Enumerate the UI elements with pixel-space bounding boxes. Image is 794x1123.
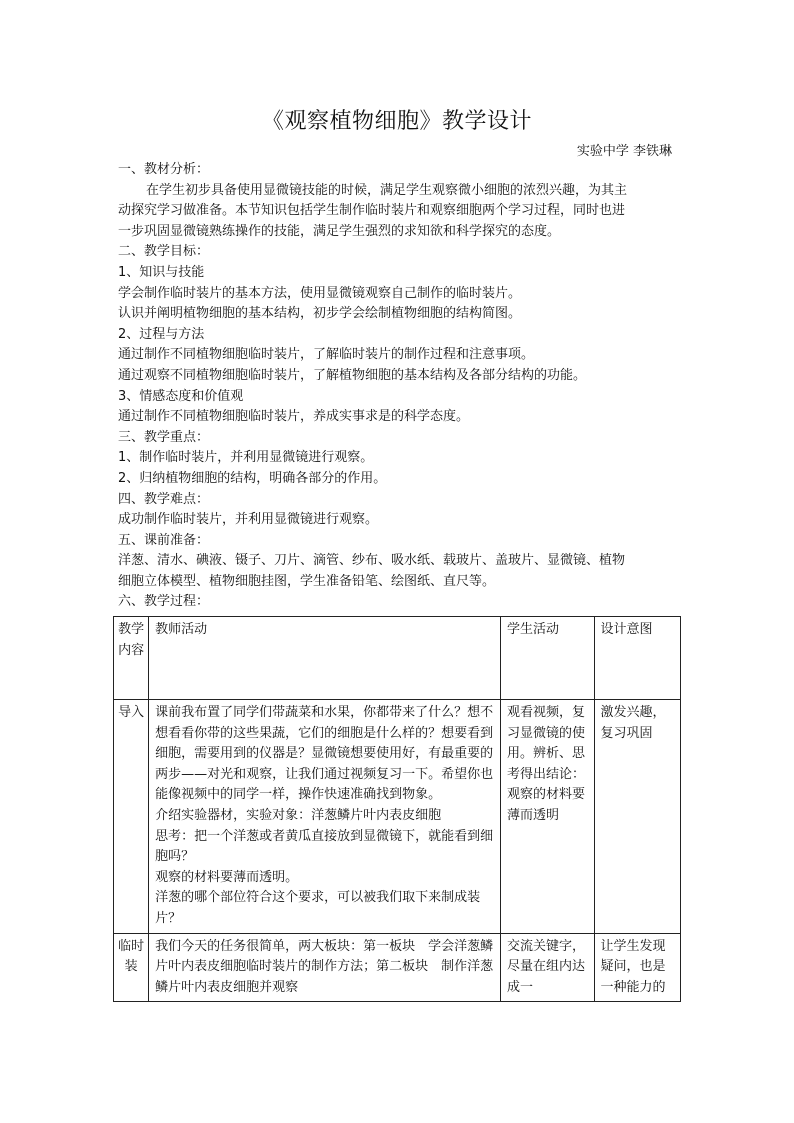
- section-heading: 一、教材分析：: [118, 162, 210, 177]
- paragraph-line: 2、归纳植物细胞的结构，明确各部分的作用。: [118, 470, 387, 486]
- paragraph-line: 通过制作不同植物细胞临时装片，养成实事求是的科学态度。: [118, 409, 470, 425]
- subsection-heading: 1、知识与技能: [118, 264, 205, 280]
- section-heading: 三、教学重点：: [118, 429, 210, 445]
- teacher-activity-cell: [149, 700, 501, 934]
- stage-cell: 临时装: [114, 933, 149, 1002]
- paragraph-line: 1、制作临时装片，并利用显微镜进行观察。: [118, 450, 374, 466]
- teacher-paragraph: 课前我布置了同学们带蔬菜和水果，你都带来了什么？想不想看看你带的这些果蔬，它们的细胞是什么样的？想要看到细胞，需要用到的仪器是？显微镜想要使用好，有最重要的两步——对光和观察，让我们通过视频复习一下。希望你也能像视频中的同学一样，操作快速准确找到物象。: [155, 705, 494, 803]
- subsection-heading: 3、情感态度和价值观: [118, 388, 244, 404]
- table-header-row: [114, 617, 681, 700]
- student-activity-cell: 观看视频，复习显微镜的使用。辨析、思考得出结论：观察的材料要薄而透明: [501, 700, 594, 934]
- header-cell: 设计意图: [594, 617, 680, 700]
- paragraph-line: 洋葱、清水、碘液、镊子、刀片、滴管、纱布、吸水纸、载玻片、盖玻片、显微镜、植物: [118, 553, 626, 569]
- paragraph-line: 在学生初步具备使用显微镜技能的时候，满足学生观察微小细胞的浓烈兴趣，为其主: [146, 182, 628, 198]
- paragraph-line: 认识并阐明植物细胞的基本结构，初步学会绘制植物细胞的结构简图。: [118, 306, 522, 322]
- paragraph-line: 通过制作不同植物细胞临时装片，了解临时装片的制作过程和注意事项。: [118, 347, 535, 363]
- header-cell: 教师活动: [149, 617, 501, 700]
- subsection-heading: 2、过程与方法: [118, 326, 205, 342]
- table-row: [114, 933, 681, 1002]
- paragraph-line: 一步巩固显微镜熟练操作的技能，满足学生强烈的求知欲和科学探究的态度。: [118, 223, 561, 239]
- teacher-paragraph: 洋葱的哪个部位符合这个要求，可以被我们取下来制成装片？: [155, 890, 481, 926]
- stage-cell: 导入: [114, 700, 149, 934]
- paragraph-line: 通过观察不同植物细胞临时装片，了解植物细胞的基本结构及各部分结构的功能。: [118, 367, 587, 383]
- section-heading: 五、课前准备：: [118, 532, 210, 548]
- document-title: 《观察植物细胞》教学设计: [261, 109, 532, 134]
- header-cell: 学生活动: [501, 617, 594, 700]
- teacher-paragraph: 介绍实验器材，实验对象：洋葱鳞片叶内表皮细胞: [155, 807, 442, 823]
- student-activity-cell: 交流关键字，尽量在组内达成一: [501, 933, 594, 1002]
- paragraph-line: 成功制作临时装片，并利用显微镜进行观察。: [118, 512, 379, 528]
- paragraph-line: 动探究学习做准备。本节知识包括学生制作临时装片和观察细胞两个学习过程，同时也进: [118, 203, 626, 219]
- section-heading: 二、教学目标：: [118, 244, 210, 260]
- section-heading: 六、教学过程：: [118, 594, 210, 610]
- section-heading: 四、教学难点：: [118, 491, 210, 507]
- header-cell: 教学内容: [114, 617, 149, 700]
- body-text: [118, 160, 678, 613]
- paragraph-line: 学会制作临时装片的基本方法，使用显微镜观察自己制作的临时装片。: [118, 285, 522, 301]
- author-line: 实验中学 李铁琳: [576, 144, 672, 159]
- table-row: [114, 700, 681, 934]
- teacher-paragraph: 思考：把一个洋葱或者黄瓜直接放到显微镜下，就能看到细胞吗？: [155, 828, 494, 865]
- teacher-paragraph: 观察的材料要薄而透明。: [155, 869, 299, 885]
- paragraph-line: 细胞立体模型、植物细胞挂图，学生准备铅笔、绘图纸、直尺等。: [118, 573, 496, 589]
- design-intent-cell: 让学生发现疑问，也是一种能力的: [594, 933, 680, 1002]
- design-intent-cell: 激发兴趣，复习巩固: [594, 700, 680, 934]
- teaching-process-table: [113, 616, 681, 1002]
- teacher-activity-cell: 我们今天的任务很简单，两大板块：第一板块 学会洋葱鳞片叶内表皮细胞临时装片的制作方法；第二板块 制作洋葱鳞片叶内表皮细胞并观察: [149, 933, 501, 1002]
